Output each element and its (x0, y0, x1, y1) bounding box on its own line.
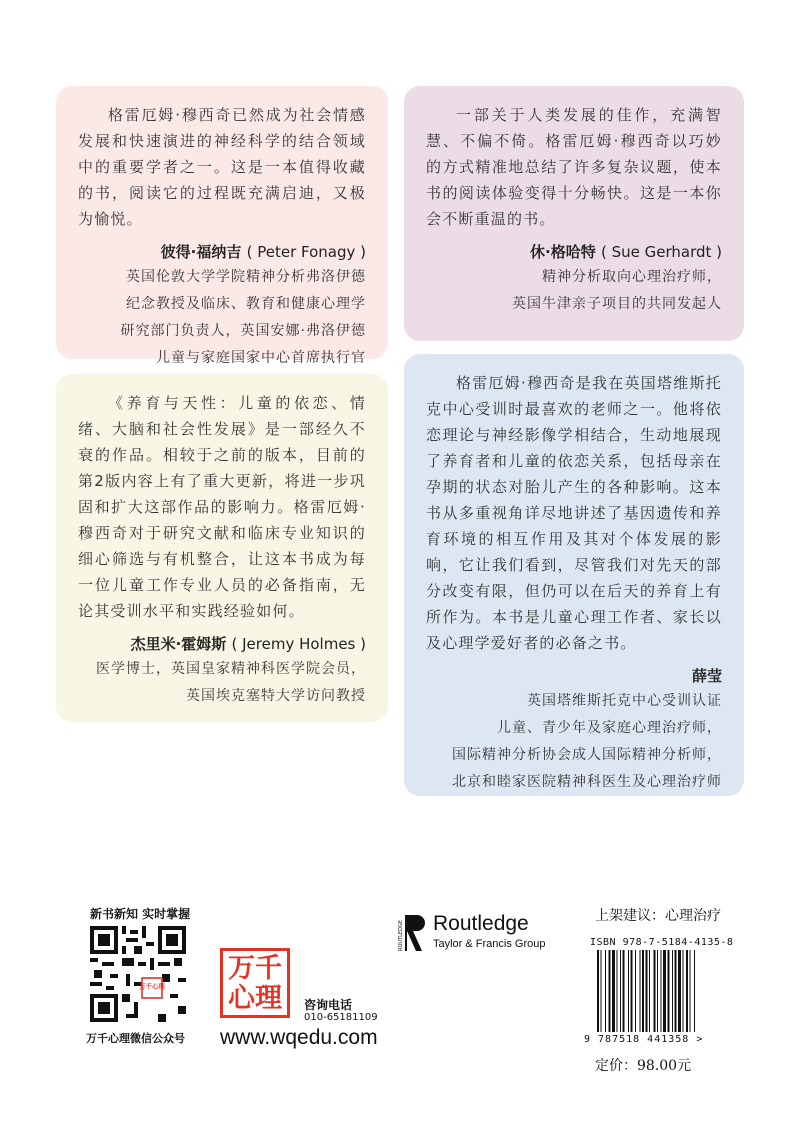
barcode-icon (595, 950, 727, 1032)
author-name-cn: 杰里米·霍姆斯 (130, 635, 227, 653)
author-credentials (426, 688, 722, 796)
endorsement-quote: 格雷厄姆·穆西奇是我在英国塔维斯托克中心受训时最喜欢的老师之一。他将依恋理论与神经影像学相结合，生动地展现了养育者和儿童的依恋关系，包括母亲在孕期的状态对胎儿产生的各种影响。这本书从多重视角详尽地讲述了基因遗传和养育环境的相互作用及其对个体发展的影响，它让我们看到，尽管我们对先天的部分改变有限，但仍可以在后天的养育上有所作为。本书是儿童心理工作者、家长以及心理学爱好者的必备之书。 (426, 374, 722, 652)
credential-line: 儿童与家庭国家中心首席执行官 (156, 350, 366, 366)
author-name-cn: 休·格哈特 (530, 243, 596, 261)
endorsement-card-holmes (56, 374, 388, 722)
routledge-name: Routledge (433, 912, 529, 935)
endorsement-quote: 格雷厄姆·穆西奇已然成为社会情感发展和快速演进的神经科学的结合领域中的重要学者之一。这是一本值得收藏的书，阅读它的过程既充满启迪，又极为愉悦。 (78, 106, 366, 228)
credential-line: 英国牛津亲子项目的共同发起人 (512, 296, 722, 312)
credential-line: 英国伦敦大学学院精神分析弗洛伊德 (126, 269, 366, 285)
endorsement-quote: 《养育与天性：儿童的依恋、情绪、大脑和社会性发展》是一部经久不衰的作品。相较于之前的版本，目前的第2版内容上有了重大更新，将进一步巩固和扩大这部作品的影响力。格雷厄姆·穆西奇对于研究文献和临床专业知识的细心筛选与有机整合，让这本书成为每一位儿童工作专业人员的必备指南，无论其受训水平和实践经验如何。 (78, 394, 366, 620)
credential-line: 儿童、青少年及家庭心理治疗师， (497, 720, 722, 736)
isbn-text: ISBN 978-7-5184-4135-8 (590, 937, 734, 948)
qr-code-icon[interactable] (90, 926, 186, 1022)
author-name-cn: 薛莹 (691, 667, 722, 685)
publisher-logo (220, 948, 290, 1018)
endorsement-quote: 一部关于人类发展的佳作，充满智慧、不偏不倚。格雷厄姆·穆西奇以巧妙的方式精准地总结了许多复杂议题，使本书的阅读体验变得十分畅快。这是一本你会不断重温的书。 (426, 106, 722, 228)
author-name-cn: 彼得·福纳吉 (160, 243, 242, 261)
hotline-number: 010-65181109 (304, 1012, 378, 1023)
qr-badge: 万千心理 (139, 982, 165, 991)
routledge-mark-text: ROUTLEDGE (398, 920, 404, 951)
credential-line: 国际精神分析协会成人国际精神分析师， (452, 747, 722, 763)
publisher-website-link[interactable]: www.wqedu.com (220, 1026, 378, 1049)
endorsement-card-xue (404, 354, 744, 796)
endorsement-author (78, 632, 366, 656)
routledge-logo-icon (400, 913, 426, 953)
credential-line: 纪念教授及临床、教育和健康心理学 (126, 296, 366, 312)
credential-line: 精神分析取向心理治疗师， (542, 269, 722, 285)
author-name-en: ( Sue Gerhardt ) (600, 243, 722, 261)
publisher-logo-line2: 心理 (228, 983, 282, 1014)
author-credentials (78, 656, 366, 710)
endorsement-card-fonagy (56, 86, 388, 366)
credential-line: 北京和睦家医院精神科医生及心理治疗师 (452, 774, 722, 790)
credential-line: 医学博士，英国皇家精神科医学院会员， (96, 661, 366, 677)
publisher-logo-line1: 万千 (228, 953, 282, 984)
price-label: 定价：98.00元 (595, 1058, 692, 1074)
credential-line: 研究部门负责人，英国安娜·弗洛伊德 (120, 323, 366, 339)
endorsement-author (78, 240, 366, 264)
author-credentials (78, 264, 366, 372)
qr-caption-bottom: 万千心理微信公众号 (86, 1032, 185, 1045)
endorsement-card-gerhardt (404, 86, 744, 341)
author-credentials (426, 264, 722, 318)
routledge-subtitle: Taylor & Francis Group (433, 938, 546, 950)
credential-line: 英国塔维斯托克中心受训认证 (527, 693, 722, 709)
credential-line: 英国埃克塞特大学访问教授 (186, 688, 366, 704)
endorsement-author (426, 240, 722, 264)
author-name-en: ( Jeremy Holmes ) (231, 635, 366, 653)
hotline-label: 咨询电话 (304, 998, 353, 1012)
author-name-en: ( Peter Fonagy ) (246, 243, 366, 261)
endorsement-author (426, 664, 722, 688)
shelf-category: 上架建议：心理治疗 (595, 908, 721, 924)
qr-caption-top: 新书新知 实时掌握 (90, 907, 191, 921)
barcode-digits: 9 787518 441358 > (584, 1034, 704, 1045)
